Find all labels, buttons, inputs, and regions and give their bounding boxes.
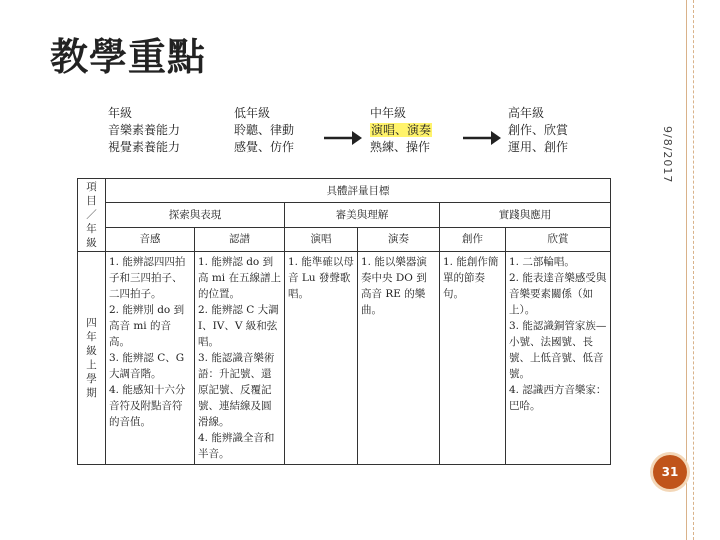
column-header: 創作	[440, 227, 506, 251]
assessment-table	[77, 178, 611, 465]
arrow-right-icon	[324, 129, 362, 147]
table-cell-singing: 1. 能準確以母音 Lu 發聲歌唱。	[285, 252, 358, 465]
column-header: 演奏	[358, 227, 440, 251]
column-header: 欣賞	[506, 227, 611, 251]
frame-line	[686, 0, 687, 540]
table-cell-notation: 1. 能辨認 do 到高 mi 在五線譜上的位置。 2. 能辨認 C 大調 I、IV、V 級和弦唱。 3. 能認識音樂術語：升記號、還原記號、反覆記號、連結線及圓滑線。 4. 能辨識全音和半音。	[195, 252, 285, 465]
column-header: 認譜	[195, 227, 285, 251]
mid-grade-visual: 熟練、操作	[370, 140, 431, 154]
progression-label-header: 年級	[108, 106, 133, 120]
mid-grade-music: 演唱、演奏	[371, 123, 432, 137]
low-grade-music: 聆聽、律動	[234, 123, 295, 137]
progression-mid	[370, 105, 432, 156]
table-corner-header: 項 目 ／ 年 級	[78, 179, 106, 252]
progression-label-visual: 視覺素養能力	[108, 140, 181, 154]
slide-date: 9/8/2017	[661, 126, 674, 184]
group-header-aesthetic: 審美與理解	[285, 203, 440, 227]
progression-high	[508, 105, 568, 156]
low-grade-visual: 感覺、仿作	[234, 140, 295, 154]
table-cell-appreciation: 1. 二部輪唱。 2. 能表達音樂感受與音樂要素關係（如上）。 3. 能認識銅管家族—小號、法國號、長號、上低音號、低音號。 4. 認識西方音樂家：巴哈。	[506, 252, 611, 465]
table-cell-pitch: 1. 能辨認四四拍子和三四拍子、二四拍子。 2. 能辨別 do 到高音 mi 的音高。 3. 能辨認 C、G 大調音階。 4. 能感知十六分音符及附點音符的音值。	[106, 252, 195, 465]
progression-low	[234, 105, 294, 156]
group-header-explore: 探索與表現	[106, 203, 285, 227]
row-header-grade: 四 年 級 上 學 期	[78, 252, 106, 465]
mid-grade-header: 中年級	[370, 106, 407, 120]
column-header: 音感	[106, 227, 195, 251]
table-top-header: 具體評量目標	[106, 179, 611, 203]
group-header-practice: 實踐與應用	[440, 203, 611, 227]
table-cell-creating: 1. 能創作簡單的節奏句。	[440, 252, 506, 465]
progression-label-music: 音樂素養能力	[108, 123, 181, 137]
page-title: 教學重點	[50, 35, 207, 79]
frame-dashed-line	[693, 0, 694, 540]
column-header: 演唱	[285, 227, 358, 251]
low-grade-header: 低年級	[234, 106, 271, 120]
high-grade-visual: 運用、創作	[508, 140, 569, 154]
page-number-badge: 31	[653, 455, 687, 489]
progression-labels	[108, 105, 180, 156]
progression-diagram	[108, 105, 588, 160]
arrow-right-icon	[463, 129, 501, 147]
high-grade-music: 創作、欣賞	[508, 123, 569, 137]
table-cell-playing: 1. 能以樂器演奏中央 DO 到高音 RE 的樂曲。	[358, 252, 440, 465]
high-grade-header: 高年級	[508, 106, 545, 120]
